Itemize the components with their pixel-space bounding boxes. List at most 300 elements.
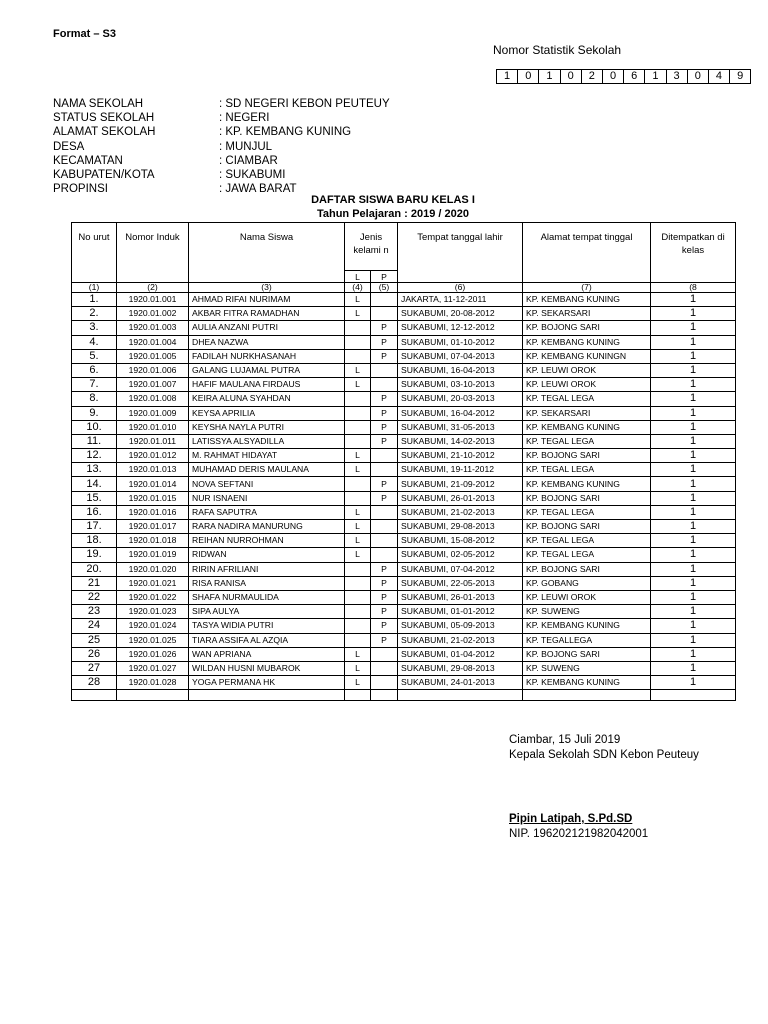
cell-alamat: KP. KEMBANG KUNING: [523, 335, 651, 349]
header-l: L: [345, 271, 371, 283]
identity-row: [53, 97, 390, 111]
identity-row: [53, 111, 390, 125]
column-number: (5): [371, 283, 398, 293]
table-row: [72, 463, 736, 477]
identity-row: [53, 125, 390, 139]
cell-alamat: KP. KEMBANG KUNINGN: [523, 349, 651, 363]
empty-cell: [398, 690, 523, 701]
table-row: [72, 548, 736, 562]
cell-kelas: 1: [651, 647, 736, 661]
cell-l: L: [345, 520, 371, 534]
cell-kelas: 1: [651, 434, 736, 448]
cell-no: 21: [72, 576, 117, 590]
cell-no: 20.: [72, 562, 117, 576]
cell-l: [345, 349, 371, 363]
cell-tempat-tanggal-lahir: SUKABUMI, 21-02-2013: [398, 633, 523, 647]
cell-nomor-induk: 1920.01.015: [117, 491, 189, 505]
cell-p: [371, 363, 398, 377]
cell-tempat-tanggal-lahir: SUKABUMI, 16-04-2013: [398, 363, 523, 377]
cell-alamat: KP. BOJONG SARI: [523, 321, 651, 335]
identity-label: KECAMATAN: [53, 154, 123, 167]
cell-nama-siswa: RAFA SAPUTRA: [189, 505, 345, 519]
header-nomor-induk: Nomor Induk: [117, 223, 189, 283]
header-no-urut: No urut: [72, 223, 117, 283]
nss-digit: 0: [517, 69, 539, 84]
cell-nomor-induk: 1920.01.012: [117, 449, 189, 463]
cell-alamat: KP. BOJONG SARI: [523, 520, 651, 534]
table-row: [72, 307, 736, 321]
table-row: [72, 406, 736, 420]
cell-kelas: 1: [651, 576, 736, 590]
cell-nomor-induk: 1920.01.007: [117, 378, 189, 392]
cell-nama-siswa: LATISSYA ALSYADILLA: [189, 434, 345, 448]
identity-row: [53, 140, 390, 154]
table-row: [72, 449, 736, 463]
cell-tempat-tanggal-lahir: SUKABUMI, 22-05-2013: [398, 576, 523, 590]
column-number: (6): [398, 283, 523, 293]
cell-nama-siswa: MUHAMAD DERIS MAULANA: [189, 463, 345, 477]
identity-value: : JAWA BARAT: [219, 183, 297, 196]
cell-no: 3.: [72, 321, 117, 335]
cell-nomor-induk: 1920.01.009: [117, 406, 189, 420]
cell-l: [345, 491, 371, 505]
nss-digit: 1: [538, 69, 560, 84]
cell-nama-siswa: AULIA ANZANI PUTRI: [189, 321, 345, 335]
table-row: [72, 363, 736, 377]
column-number: (4): [345, 283, 371, 293]
list-title: DAFTAR SISWA BARU KELAS I: [311, 194, 475, 206]
header-alamat: Alamat tempat tinggal: [523, 223, 651, 283]
cell-kelas: 1: [651, 293, 736, 307]
cell-kelas: 1: [651, 590, 736, 604]
cell-no: 26: [72, 647, 117, 661]
cell-l: [345, 420, 371, 434]
table-row: [72, 633, 736, 647]
identity-label: STATUS SEKOLAH: [53, 112, 155, 125]
identity-value: : KP. KEMBANG KUNING: [219, 126, 352, 139]
cell-nama-siswa: KEIRA ALUNA SYAHDAN: [189, 392, 345, 406]
cell-alamat: KP. TEGAL LEGA: [523, 548, 651, 562]
cell-l: [345, 605, 371, 619]
identity-row: [53, 154, 390, 168]
cell-kelas: 1: [651, 633, 736, 647]
cell-kelas: 1: [651, 363, 736, 377]
cell-nama-siswa: KEYSA APRILIA: [189, 406, 345, 420]
empty-cell: [117, 690, 189, 701]
cell-tempat-tanggal-lahir: SUKABUMI, 14-02-2013: [398, 434, 523, 448]
cell-alamat: KP. SEKARSARI: [523, 406, 651, 420]
cell-p: [371, 520, 398, 534]
nss-digit: 0: [687, 69, 709, 84]
cell-alamat: KP. SUWENG: [523, 605, 651, 619]
nss-digit: 9: [729, 69, 751, 84]
cell-p: [371, 293, 398, 307]
cell-l: [345, 406, 371, 420]
cell-nomor-induk: 1920.01.024: [117, 619, 189, 633]
cell-kelas: 1: [651, 520, 736, 534]
cell-l: L: [345, 378, 371, 392]
cell-kelas: 1: [651, 477, 736, 491]
cell-p: P: [371, 576, 398, 590]
cell-no: 7.: [72, 378, 117, 392]
cell-p: P: [371, 349, 398, 363]
table-row: [72, 661, 736, 675]
cell-nomor-induk: 1920.01.017: [117, 520, 189, 534]
cell-nomor-induk: 1920.01.022: [117, 590, 189, 604]
cell-no: 17.: [72, 520, 117, 534]
identity-row: [53, 168, 390, 182]
empty-cell: [371, 690, 398, 701]
cell-p: P: [371, 491, 398, 505]
nss-digit: 3: [666, 69, 688, 84]
cell-no: 5.: [72, 349, 117, 363]
identity-label: DESA: [53, 140, 85, 153]
header-nama-siswa: Nama Siswa: [189, 223, 345, 283]
cell-nama-siswa: AHMAD RIFAI NURIMAM: [189, 293, 345, 307]
empty-cell: [345, 690, 371, 701]
school-identity: [53, 97, 390, 196]
cell-l: [345, 633, 371, 647]
nss-digit: 2: [581, 69, 603, 84]
cell-nomor-induk: 1920.01.027: [117, 661, 189, 675]
cell-alamat: KP. TEGALLEGA: [523, 633, 651, 647]
cell-alamat: KP. KEMBANG KUNING: [523, 619, 651, 633]
cell-nomor-induk: 1920.01.008: [117, 392, 189, 406]
cell-kelas: 1: [651, 605, 736, 619]
cell-alamat: KP. KEMBANG KUNING: [523, 676, 651, 690]
table-row: [72, 293, 736, 307]
cell-l: L: [345, 449, 371, 463]
cell-tempat-tanggal-lahir: SUKABUMI, 20-08-2012: [398, 307, 523, 321]
cell-tempat-tanggal-lahir: SUKABUMI, 24-01-2013: [398, 676, 523, 690]
cell-tempat-tanggal-lahir: SUKABUMI, 01-04-2012: [398, 647, 523, 661]
cell-tempat-tanggal-lahir: SUKABUMI, 29-08-2013: [398, 661, 523, 675]
cell-no: 2.: [72, 307, 117, 321]
cell-no: 13.: [72, 463, 117, 477]
cell-tempat-tanggal-lahir: SUKABUMI, 31-05-2013: [398, 420, 523, 434]
cell-kelas: 1: [651, 321, 736, 335]
nss-digit: 1: [644, 69, 666, 84]
table-row: [72, 392, 736, 406]
table-row: [72, 676, 736, 690]
column-number: (2): [117, 283, 189, 293]
signature-place-date: Ciambar, 15 Juli 2019: [509, 734, 621, 746]
cell-kelas: 1: [651, 619, 736, 633]
cell-no: 22: [72, 590, 117, 604]
header-p: P: [371, 271, 398, 283]
table-row: [72, 335, 736, 349]
cell-tempat-tanggal-lahir: SUKABUMI, 12-12-2012: [398, 321, 523, 335]
cell-nomor-induk: 1920.01.010: [117, 420, 189, 434]
cell-tempat-tanggal-lahir: SUKABUMI, 20-03-2013: [398, 392, 523, 406]
cell-l: L: [345, 293, 371, 307]
cell-alamat: KP. TEGAL LEGA: [523, 534, 651, 548]
cell-no: 10.: [72, 420, 117, 434]
cell-p: P: [371, 335, 398, 349]
cell-l: [345, 562, 371, 576]
cell-p: [371, 661, 398, 675]
cell-nama-siswa: NUR ISNAENI: [189, 491, 345, 505]
cell-alamat: KP. BOJONG SARI: [523, 647, 651, 661]
cell-tempat-tanggal-lahir: SUKABUMI, 01-01-2012: [398, 605, 523, 619]
cell-no: 4.: [72, 335, 117, 349]
cell-l: [345, 434, 371, 448]
cell-nomor-induk: 1920.01.005: [117, 349, 189, 363]
cell-nomor-induk: 1920.01.026: [117, 647, 189, 661]
cell-nomor-induk: 1920.01.025: [117, 633, 189, 647]
identity-value: : SUKABUMI: [219, 169, 286, 182]
cell-l: [345, 335, 371, 349]
cell-nama-siswa: FADILAH NURKHASANAH: [189, 349, 345, 363]
cell-p: [371, 463, 398, 477]
cell-tempat-tanggal-lahir: SUKABUMI, 26-01-2013: [398, 590, 523, 604]
table-row: [72, 434, 736, 448]
cell-nomor-induk: 1920.01.021: [117, 576, 189, 590]
cell-alamat: KP. LEUWI OROK: [523, 590, 651, 604]
identity-value: : MUNJUL: [219, 140, 273, 153]
identity-label: KABUPATEN/KOTA: [53, 169, 155, 182]
cell-nomor-induk: 1920.01.016: [117, 505, 189, 519]
cell-alamat: KP. BOJONG SARI: [523, 449, 651, 463]
cell-nomor-induk: 1920.01.003: [117, 321, 189, 335]
cell-p: [371, 307, 398, 321]
nss-digit: 1: [496, 69, 518, 84]
column-number: (3): [189, 283, 345, 293]
cell-p: P: [371, 392, 398, 406]
cell-p: P: [371, 605, 398, 619]
cell-tempat-tanggal-lahir: SUKABUMI, 15-08-2012: [398, 534, 523, 548]
cell-alamat: KP. TEGAL LEGA: [523, 463, 651, 477]
cell-nomor-induk: 1920.01.028: [117, 676, 189, 690]
cell-nomor-induk: 1920.01.013: [117, 463, 189, 477]
cell-l: L: [345, 307, 371, 321]
cell-kelas: 1: [651, 420, 736, 434]
cell-tempat-tanggal-lahir: SUKABUMI, 16-04-2012: [398, 406, 523, 420]
cell-nomor-induk: 1920.01.006: [117, 363, 189, 377]
cell-kelas: 1: [651, 491, 736, 505]
cell-l: L: [345, 534, 371, 548]
identity-value: : CIAMBAR: [219, 154, 278, 167]
nss-digit: 6: [623, 69, 645, 84]
table-row: [72, 378, 736, 392]
cell-l: L: [345, 647, 371, 661]
cell-nomor-induk: 1920.01.011: [117, 434, 189, 448]
cell-p: P: [371, 562, 398, 576]
table-row: [72, 562, 736, 576]
cell-tempat-tanggal-lahir: SUKABUMI, 02-05-2012: [398, 548, 523, 562]
cell-alamat: KP. TEGAL LEGA: [523, 505, 651, 519]
cell-no: 14.: [72, 477, 117, 491]
cell-l: L: [345, 548, 371, 562]
cell-kelas: 1: [651, 378, 736, 392]
cell-l: [345, 477, 371, 491]
cell-alamat: KP. LEUWI OROK: [523, 378, 651, 392]
cell-p: P: [371, 406, 398, 420]
cell-no: 9.: [72, 406, 117, 420]
cell-kelas: 1: [651, 406, 736, 420]
cell-alamat: KP. KEMBANG KUNING: [523, 420, 651, 434]
header-jenis-kelamin: Jenis kelami n: [345, 223, 398, 271]
cell-kelas: 1: [651, 463, 736, 477]
student-table: [71, 222, 736, 701]
cell-tempat-tanggal-lahir: SUKABUMI, 03-10-2013: [398, 378, 523, 392]
identity-label: ALAMAT SEKOLAH: [53, 126, 156, 139]
cell-tempat-tanggal-lahir: SUKABUMI, 29-08-2013: [398, 520, 523, 534]
cell-nama-siswa: TASYA WIDIA PUTRI: [189, 619, 345, 633]
identity-value: : SD NEGERI KEBON PEUTEUY: [219, 98, 390, 110]
cell-no: 6.: [72, 363, 117, 377]
cell-alamat: KP. SEKARSARI: [523, 307, 651, 321]
cell-l: [345, 392, 371, 406]
cell-nomor-induk: 1920.01.004: [117, 335, 189, 349]
cell-nama-siswa: DHEA NAZWA: [189, 335, 345, 349]
cell-p: [371, 676, 398, 690]
cell-nomor-induk: 1920.01.002: [117, 307, 189, 321]
cell-p: [371, 647, 398, 661]
cell-p: P: [371, 321, 398, 335]
cell-no: 27: [72, 661, 117, 675]
cell-nomor-induk: 1920.01.001: [117, 293, 189, 307]
signature-name: Pipin Latipah, S.Pd.SD: [509, 813, 633, 825]
cell-alamat: KP. GOBANG: [523, 576, 651, 590]
cell-kelas: 1: [651, 562, 736, 576]
cell-nama-siswa: SHAFA NURMAULIDA: [189, 590, 345, 604]
cell-alamat: KP. BOJONG SARI: [523, 491, 651, 505]
table-row: [72, 520, 736, 534]
cell-nama-siswa: WAN APRIANA: [189, 647, 345, 661]
cell-nama-siswa: M. RAHMAT HIDAYAT: [189, 449, 345, 463]
cell-nama-siswa: SIPA AULYA: [189, 605, 345, 619]
cell-kelas: 1: [651, 505, 736, 519]
cell-nama-siswa: RIRIN AFRILIANI: [189, 562, 345, 576]
cell-tempat-tanggal-lahir: SUKABUMI, 26-01-2013: [398, 491, 523, 505]
cell-nama-siswa: RIDWAN: [189, 548, 345, 562]
cell-kelas: 1: [651, 548, 736, 562]
cell-p: P: [371, 633, 398, 647]
column-number: (1): [72, 283, 117, 293]
cell-p: P: [371, 420, 398, 434]
column-number: (8: [651, 283, 736, 293]
cell-kelas: 1: [651, 349, 736, 363]
cell-nama-siswa: HAFIF MAULANA FIRDAUS: [189, 378, 345, 392]
cell-nomor-induk: 1920.01.018: [117, 534, 189, 548]
cell-p: [371, 505, 398, 519]
cell-p: [371, 378, 398, 392]
cell-nomor-induk: 1920.01.014: [117, 477, 189, 491]
cell-nama-siswa: KEYSHA NAYLA PUTRI: [189, 420, 345, 434]
cell-no: 25: [72, 633, 117, 647]
column-number-row: [72, 283, 736, 293]
cell-kelas: 1: [651, 449, 736, 463]
cell-kelas: 1: [651, 676, 736, 690]
cell-kelas: 1: [651, 661, 736, 675]
nss-digit-boxes: [496, 69, 751, 84]
empty-cell: [651, 690, 736, 701]
cell-tempat-tanggal-lahir: JAKARTA, 11-12-2011: [398, 293, 523, 307]
cell-alamat: KP. TEGAL LEGA: [523, 392, 651, 406]
cell-no: 28: [72, 676, 117, 690]
empty-cell: [72, 690, 117, 701]
cell-no: 11.: [72, 434, 117, 448]
identity-value: : NEGERI: [219, 112, 270, 125]
cell-nama-siswa: AKBAR FITRA RAMADHAN: [189, 307, 345, 321]
cell-p: [371, 534, 398, 548]
empty-row: [72, 690, 736, 701]
signature-position: Kepala Sekolah SDN Kebon Peuteuy: [509, 749, 699, 761]
cell-p: P: [371, 590, 398, 604]
header-tempat-tanggal-lahir: Tempat tanggal lahir: [398, 223, 523, 283]
cell-nama-siswa: NOVA SEFTANI: [189, 477, 345, 491]
cell-kelas: 1: [651, 335, 736, 349]
empty-cell: [189, 690, 345, 701]
table-row: [72, 321, 736, 335]
cell-tempat-tanggal-lahir: SUKABUMI, 21-02-2013: [398, 505, 523, 519]
cell-nomor-induk: 1920.01.019: [117, 548, 189, 562]
table-row: [72, 605, 736, 619]
cell-nama-siswa: RISA RANISA: [189, 576, 345, 590]
cell-kelas: 1: [651, 392, 736, 406]
cell-tempat-tanggal-lahir: SUKABUMI, 07-04-2013: [398, 349, 523, 363]
cell-nama-siswa: REIHAN NURROHMAN: [189, 534, 345, 548]
cell-l: [345, 321, 371, 335]
cell-l: L: [345, 661, 371, 675]
cell-l: [345, 619, 371, 633]
cell-no: 23: [72, 605, 117, 619]
cell-l: L: [345, 676, 371, 690]
cell-nomor-induk: 1920.01.020: [117, 562, 189, 576]
nss-digit: 4: [708, 69, 730, 84]
cell-tempat-tanggal-lahir: SUKABUMI, 05-09-2013: [398, 619, 523, 633]
empty-cell: [523, 690, 651, 701]
cell-no: 24: [72, 619, 117, 633]
nss-digit: 0: [560, 69, 582, 84]
cell-alamat: KP. BOJONG SARI: [523, 562, 651, 576]
signature-nip: NIP. 196202121982042001: [509, 828, 649, 840]
cell-no: 18.: [72, 534, 117, 548]
table-row: [72, 349, 736, 363]
cell-alamat: KP. TEGAL LEGA: [523, 434, 651, 448]
cell-p: P: [371, 619, 398, 633]
cell-tempat-tanggal-lahir: SUKABUMI, 21-09-2012: [398, 477, 523, 491]
table-row: [72, 505, 736, 519]
cell-no: 1.: [72, 293, 117, 307]
table-row: [72, 576, 736, 590]
cell-p: [371, 449, 398, 463]
table-row: [72, 491, 736, 505]
cell-nama-siswa: WILDAN HUSNI MUBAROK: [189, 661, 345, 675]
cell-nama-siswa: RARA NADIRA MANURUNG: [189, 520, 345, 534]
nss-digit: 0: [602, 69, 624, 84]
table-row: [72, 619, 736, 633]
cell-p: P: [371, 477, 398, 491]
cell-p: [371, 548, 398, 562]
table-row: [72, 477, 736, 491]
cell-kelas: 1: [651, 307, 736, 321]
cell-nama-siswa: YOGA PERMANA HK: [189, 676, 345, 690]
cell-no: 19.: [72, 548, 117, 562]
cell-l: [345, 590, 371, 604]
cell-nama-siswa: TIARA ASSIFA AL AZQIA: [189, 633, 345, 647]
cell-alamat: KP. KEMBANG KUNING: [523, 293, 651, 307]
cell-tempat-tanggal-lahir: SUKABUMI, 07-04-2012: [398, 562, 523, 576]
cell-no: 16.: [72, 505, 117, 519]
cell-no: 15.: [72, 491, 117, 505]
cell-tempat-tanggal-lahir: SUKABUMI, 01-10-2012: [398, 335, 523, 349]
cell-nama-siswa: GALANG LUJAMAL PUTRA: [189, 363, 345, 377]
table-row: [72, 647, 736, 661]
table-row: [72, 590, 736, 604]
cell-tempat-tanggal-lahir: SUKABUMI, 19-11-2012: [398, 463, 523, 477]
